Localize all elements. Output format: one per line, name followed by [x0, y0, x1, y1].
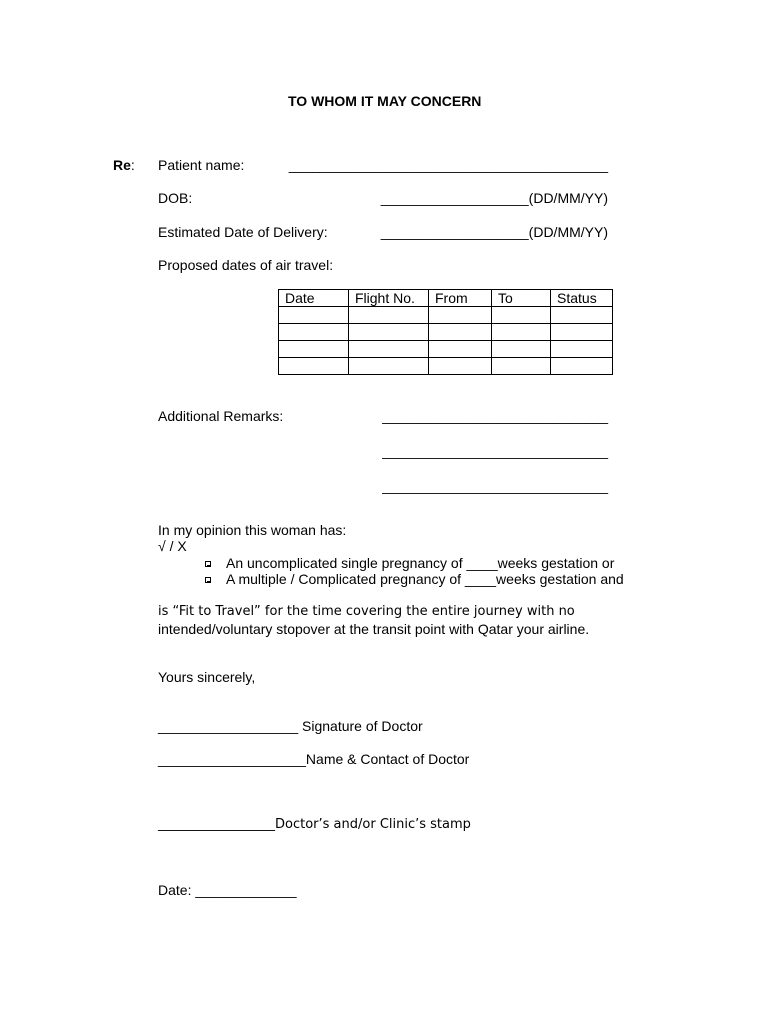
table-header-to: To [492, 290, 551, 307]
opinion-intro: In my opinion this woman has: [158, 522, 347, 538]
page-title: TO WHOM IT MAY CONCERN [288, 93, 482, 109]
edd-field[interactable]: ___________________(DD/MM/YY) [380, 224, 608, 240]
table-cell[interactable] [429, 341, 492, 358]
stamp-line[interactable]: __________________Doctor’s and/or Clinic’s stamp [158, 817, 471, 832]
table-cell[interactable] [429, 358, 492, 375]
closing-text: Yours sincerely, [158, 669, 256, 685]
table-row [279, 307, 613, 324]
table-cell[interactable] [349, 341, 429, 358]
option-single-pregnancy: An uncomplicated single pregnancy of ____weeks gestation or [226, 555, 615, 571]
table-cell[interactable] [429, 324, 492, 341]
patient-name-field[interactable]: _________________________________________ [288, 157, 608, 173]
re-label-colon: : [130, 157, 135, 173]
patient-name-label: Patient name: [158, 157, 245, 173]
table-cell[interactable] [279, 324, 349, 341]
table-header-status: Status [551, 290, 613, 307]
table-cell[interactable] [279, 358, 349, 375]
re-label [113, 157, 135, 173]
table-header-from: From [429, 290, 492, 307]
checkbox-icon[interactable] [205, 577, 211, 583]
table-cell[interactable] [551, 358, 613, 375]
travel-table [278, 289, 613, 375]
table-cell[interactable] [551, 324, 613, 341]
tick-cross-marks: √ / X [158, 538, 187, 554]
table-cell[interactable] [349, 358, 429, 375]
signature-line[interactable]: __________________ Signature of Doctor [158, 718, 423, 734]
table-cell[interactable] [492, 307, 551, 324]
table-header-row [279, 290, 613, 307]
dob-field[interactable]: ___________________(DD/MM/YY) [380, 190, 608, 206]
table-cell[interactable] [492, 358, 551, 375]
doctor-name-line[interactable]: ___________________Name & Contact of Doctor [158, 751, 470, 767]
table-cell[interactable] [429, 307, 492, 324]
fit-to-travel-line-1: is “Fit to Travel” for the time covering the entire journey with no [158, 604, 575, 619]
table-cell[interactable] [349, 307, 429, 324]
checkbox-icon[interactable] [205, 561, 211, 567]
remarks-label: Additional Remarks: [158, 408, 284, 424]
travel-dates-label: Proposed dates of air travel: [158, 257, 334, 273]
remarks-line-3[interactable]: _____________________________ [382, 478, 608, 494]
option-multiple-pregnancy: A multiple / Complicated pregnancy of ____weeks gestation and [226, 571, 624, 587]
table-row [279, 324, 613, 341]
table-cell[interactable] [551, 341, 613, 358]
remarks-line-1[interactable]: _____________________________ [382, 408, 608, 424]
table-cell[interactable] [551, 307, 613, 324]
table-cell[interactable] [279, 307, 349, 324]
table-header-flight: Flight No. [349, 290, 429, 307]
table-cell[interactable] [492, 324, 551, 341]
table-row [279, 358, 613, 375]
edd-label: Estimated Date of Delivery: [158, 224, 328, 240]
re-label-text: Re [113, 157, 131, 173]
fit-to-travel-line-2: intended/voluntary stopover at the transit point with Qatar your airline. [158, 621, 590, 637]
table-cell[interactable] [492, 341, 551, 358]
remarks-line-2[interactable]: _____________________________ [382, 443, 608, 459]
dob-label: DOB: [158, 190, 193, 206]
table-cell[interactable] [349, 324, 429, 341]
table-row [279, 341, 613, 358]
table-cell[interactable] [279, 341, 349, 358]
date-line[interactable]: Date: _____________ [158, 882, 297, 898]
table-header-date: Date [279, 290, 349, 307]
